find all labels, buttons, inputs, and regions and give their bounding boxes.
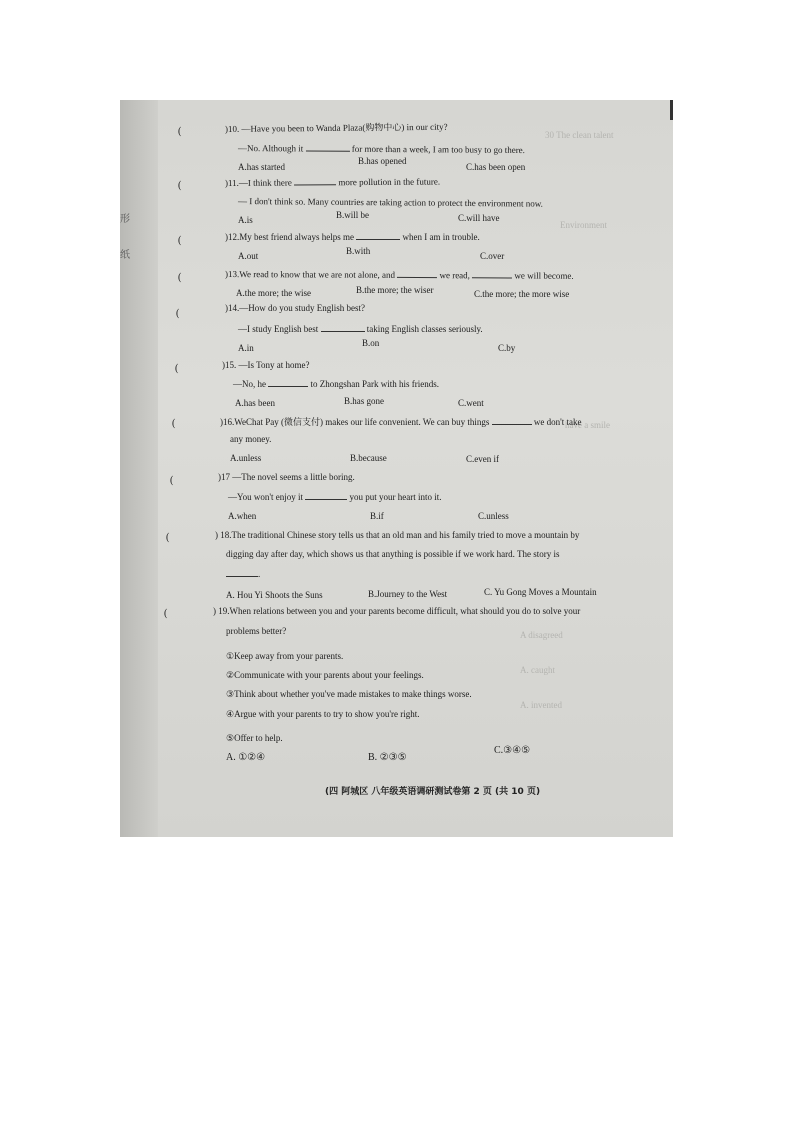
answer-paren: ( bbox=[166, 532, 170, 543]
q15-option-a: A.has been bbox=[235, 398, 275, 408]
q13-option-b: B.the more; the wiser bbox=[356, 285, 434, 295]
answer-paren: ( bbox=[178, 126, 182, 137]
q19-item: ②Communicate with your parents about your feelings. bbox=[226, 670, 424, 680]
answer-paren: ( bbox=[176, 308, 180, 319]
q14-option-c: C.by bbox=[498, 343, 516, 353]
show-through-text: A. caught bbox=[520, 665, 555, 675]
q10-option-a: A.has started bbox=[238, 162, 285, 172]
q14-stem: )14.—How do you study English best? bbox=[225, 303, 365, 313]
q11-blank bbox=[294, 176, 336, 185]
q11-option-b: B.will be bbox=[336, 210, 369, 220]
q18-option-a: A. Hou Yi Shoots the Suns bbox=[226, 590, 323, 600]
q19-stem-cont: problems better? bbox=[226, 626, 287, 636]
q13-stem-part: we read, bbox=[439, 270, 470, 281]
q15-option-b: B.has gone bbox=[344, 396, 384, 406]
q10-reply bbox=[238, 142, 525, 155]
q15-stem: )15. —Is Tony at home? bbox=[222, 360, 310, 370]
show-through-text: A. invented bbox=[520, 700, 562, 710]
q14-reply bbox=[238, 323, 483, 334]
q18-stem-part: . bbox=[258, 569, 261, 579]
q12-stem bbox=[225, 231, 480, 242]
answer-paren: ( bbox=[178, 272, 182, 283]
photographed-exam-page bbox=[120, 100, 673, 837]
q18-option-c: C. Yu Gong Moves a Mountain bbox=[484, 587, 597, 597]
q17-blank bbox=[305, 491, 347, 500]
q18-stem-blank bbox=[226, 568, 260, 579]
q14-option-b: B.on bbox=[362, 338, 380, 348]
q11-option-c: C.will have bbox=[458, 213, 500, 223]
q16-option-a: A.unless bbox=[230, 453, 262, 463]
show-through-text: have a smile bbox=[565, 420, 610, 430]
q15-reply-part: —No, he bbox=[233, 379, 266, 389]
q19-option-c: C.③④⑤ bbox=[494, 745, 531, 756]
q17-option-b: B.if bbox=[370, 511, 384, 521]
answer-paren: ( bbox=[175, 363, 179, 374]
answer-paren: ( bbox=[164, 608, 168, 619]
q13-stem bbox=[225, 268, 574, 281]
q17-option-c: C.unless bbox=[478, 511, 509, 521]
q17-stem: )17 —The novel seems a little boring. bbox=[218, 472, 355, 482]
q14-option-a: A.in bbox=[238, 343, 254, 353]
q16-stem-cont: any money. bbox=[230, 434, 272, 444]
show-through-text: Environment bbox=[560, 220, 607, 230]
q16-option-b: B.because bbox=[350, 453, 387, 463]
q19-option-b: B. ②③⑤ bbox=[368, 752, 407, 763]
q11-stem bbox=[225, 175, 440, 188]
answer-paren: ( bbox=[178, 180, 182, 191]
q15-option-c: C.went bbox=[458, 398, 484, 408]
q12-stem-part: )12.My best friend always helps me bbox=[225, 232, 354, 242]
q19-option-a: A. ①②④ bbox=[226, 752, 266, 763]
q17-reply-part: you put your heart into it. bbox=[349, 492, 442, 502]
q17-reply bbox=[228, 491, 441, 502]
q12-option-a: A.out bbox=[238, 251, 259, 261]
q13-option-a: A.the more; the wise bbox=[236, 288, 311, 298]
page-edge-mark bbox=[670, 100, 673, 120]
q10-option-b: B.has opened bbox=[358, 156, 407, 166]
q16-option-c: C.even if bbox=[466, 454, 499, 464]
q18-stem-cont: digging day after day, which shows us that anything is possible if we work hard. The story is bbox=[226, 549, 560, 559]
q14-blank bbox=[321, 323, 365, 332]
q19-item: ④Argue with your parents to try to show you're right. bbox=[226, 709, 420, 719]
q12-blank bbox=[356, 231, 400, 240]
q16-stem-part: )16.WeChat Pay (微信支付) makes our life convenient. We can buy things bbox=[220, 417, 490, 427]
q16-blank bbox=[492, 416, 532, 425]
show-through-text: A disagreed bbox=[520, 630, 563, 640]
answer-paren: ( bbox=[178, 235, 182, 246]
q11-stem-part: more pollution in the future. bbox=[338, 176, 441, 188]
q13-blank-1 bbox=[397, 269, 437, 278]
q10-reply-part: —No. Although it bbox=[237, 143, 304, 154]
q11-stem-part: )11.—I think there bbox=[224, 177, 292, 188]
q10-reply-part: for more than a week, I am too busy to go there. bbox=[351, 143, 525, 156]
q10-option-c: C.has been open bbox=[466, 162, 526, 172]
q15-reply-part: to Zhongshan Park with his friends. bbox=[310, 379, 439, 389]
q12-option-b: B.with bbox=[346, 246, 371, 256]
q17-reply-part: —You won't enjoy it bbox=[228, 492, 303, 502]
q14-reply-part: —I study English best bbox=[238, 324, 319, 334]
q18-option-b: B.Journey to the West bbox=[368, 589, 448, 599]
q11-option-a: A.is bbox=[238, 215, 253, 225]
answer-paren: ( bbox=[170, 475, 174, 486]
q19-stem: ) 19.When relations between you and your parents become difficult, what should you do to solve your bbox=[213, 606, 581, 616]
q10-blank bbox=[305, 142, 349, 151]
q16-stem-part: we don't take bbox=[533, 417, 582, 427]
q17-option-a: A.when bbox=[228, 511, 257, 521]
q19-item: ⑤Offer to help. bbox=[226, 733, 283, 743]
margin-character: 形 bbox=[120, 214, 130, 225]
q12-stem-part: when I am in trouble. bbox=[402, 232, 480, 242]
q11-reply: — I don't think so. Many countries are taking action to protect the environment now. bbox=[237, 196, 544, 209]
q18-stem: ) 18.The traditional Chinese story tells us that an old man and his family tried to move a mountain by bbox=[215, 530, 580, 540]
q15-blank bbox=[268, 378, 308, 387]
answer-paren: ( bbox=[172, 418, 176, 429]
page-footer: (四 阿城区 八年级英语调研测试卷第 2 页 (共 10 页) bbox=[325, 787, 541, 797]
q16-stem bbox=[220, 415, 581, 428]
q15-reply bbox=[233, 378, 439, 389]
q13-option-c: C.the more; the more wise bbox=[474, 289, 570, 299]
q19-item: ③Think about whether you've made mistakes to make things worse. bbox=[226, 689, 472, 699]
q18-blank bbox=[226, 568, 261, 579]
margin-character: 纸 bbox=[120, 250, 130, 261]
q10-stem: )10. —Have you been to Wanda Plaza(购物中心) in our city? bbox=[224, 121, 448, 134]
q19-item: ①Keep away from your parents. bbox=[226, 651, 344, 661]
q14-reply-part: taking English classes seriously. bbox=[366, 324, 483, 334]
q12-option-c: C.over bbox=[480, 251, 505, 261]
q13-stem-part: we will become. bbox=[514, 270, 574, 281]
q13-stem-part: )13.We read to know that we are not alone, and bbox=[224, 269, 395, 280]
show-through-text: 30 The clean talent bbox=[545, 130, 614, 140]
q13-blank-2 bbox=[472, 269, 512, 278]
